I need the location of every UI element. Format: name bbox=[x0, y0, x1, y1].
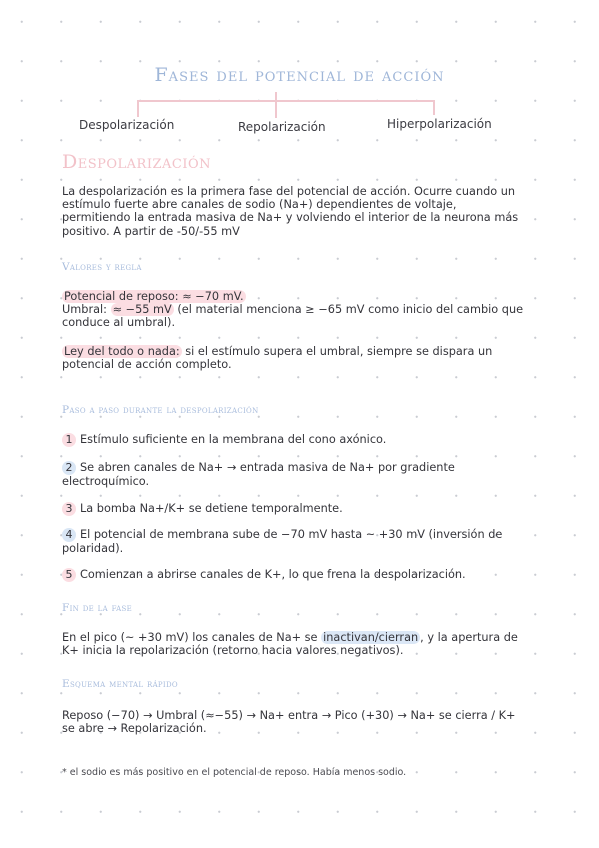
end-text-after: , y la apertura de K+ inicia la repolarización (retorno hacia valores negativos). bbox=[62, 631, 518, 658]
intro-paragraph: La despolarización es la primera fase del potencial de acción. Ocurre cuando un estímulo fuerte abre canales de sodio (Na+) dependientes de voltaje, permitiendo la entrada masiva de Na+ y volviendo el interior de la neurona más positivo. A partir de -50/-55 mV bbox=[62, 185, 519, 238]
branch-repolarizacion: Repolarización bbox=[238, 120, 326, 134]
end-heading: Fin de la fase bbox=[62, 602, 133, 614]
scheme-paragraph: Reposo (−70) → Umbral (≈−55) → Na+ entra → Pico (+30) → Na+ se cierra / K+ se abre → Repolarización. bbox=[62, 709, 516, 736]
step-number-5: 5 bbox=[62, 568, 76, 582]
resting-label: Potencial de reposo: bbox=[64, 290, 179, 303]
step-number-1: 1 bbox=[62, 433, 76, 447]
resting-value: ≈ −70 mV. bbox=[182, 290, 244, 303]
footnote: * el sodio es más positivo en el potencial de reposo. Había menos sodio. bbox=[62, 767, 407, 778]
values-block bbox=[62, 290, 524, 330]
step-number-2: 2 bbox=[62, 461, 76, 475]
resting-highlight bbox=[62, 290, 246, 303]
step-text-5: Comienzan a abrirse canales de K+, lo que frena la despolarización. bbox=[80, 568, 466, 581]
step-4 bbox=[62, 528, 524, 555]
step-text-1: Estímulo suficiente en la membrana del cono axónico. bbox=[80, 433, 387, 446]
step-number-4: 4 bbox=[62, 528, 76, 542]
threshold-rest: (el material menciona ≥ −65 mV como inicio del cambio que conduce al umbral). bbox=[62, 303, 524, 330]
branch-hiperpolarizacion: Hiperpolarización bbox=[387, 117, 492, 131]
step-5 bbox=[62, 568, 524, 582]
law-label: Ley del todo o nada: bbox=[64, 345, 180, 358]
law-block bbox=[62, 345, 524, 371]
branch-despolarizacion: Despolarización bbox=[79, 118, 175, 132]
threshold-value: ≈ −55 mV bbox=[112, 303, 172, 317]
step-text-3: La bomba Na+/K+ se detiene temporalmente. bbox=[80, 502, 343, 515]
step-text-4: El potencial de membrana sube de −70 mV hasta ~ +30 mV (inversión de polaridad). bbox=[62, 528, 503, 555]
scheme-heading: Esquema mental rápido bbox=[62, 678, 178, 690]
section-title: Despolarización bbox=[62, 151, 212, 173]
step-1 bbox=[62, 433, 524, 447]
step-2 bbox=[62, 461, 524, 488]
tree-connector-right bbox=[433, 100, 435, 115]
steps-heading: Paso a paso durante la despolarización bbox=[62, 404, 259, 416]
threshold-label: Umbral: bbox=[62, 303, 107, 317]
end-highlight: inactivan/cierran bbox=[323, 631, 419, 644]
law-text: si el estímulo supera el umbral, siempre se dispara un potencial de acción completo. bbox=[62, 345, 493, 372]
step-text-2: Se abren canales de Na+ → entrada masiva de Na+ por gradiente electroquímico. bbox=[62, 461, 455, 488]
tree-connector-middle bbox=[275, 92, 277, 118]
values-heading: Valores y regla bbox=[62, 261, 142, 273]
tree-connector-left bbox=[137, 100, 139, 117]
step-3 bbox=[62, 502, 524, 516]
page-title: Fases del potencial de acción bbox=[154, 64, 445, 86]
step-number-3: 3 bbox=[62, 502, 76, 516]
tree-connector-horizontal bbox=[137, 100, 434, 102]
end-text-before: En el pico (~ +30 mV) los canales de Na+ se bbox=[62, 631, 318, 644]
end-paragraph bbox=[62, 631, 524, 657]
